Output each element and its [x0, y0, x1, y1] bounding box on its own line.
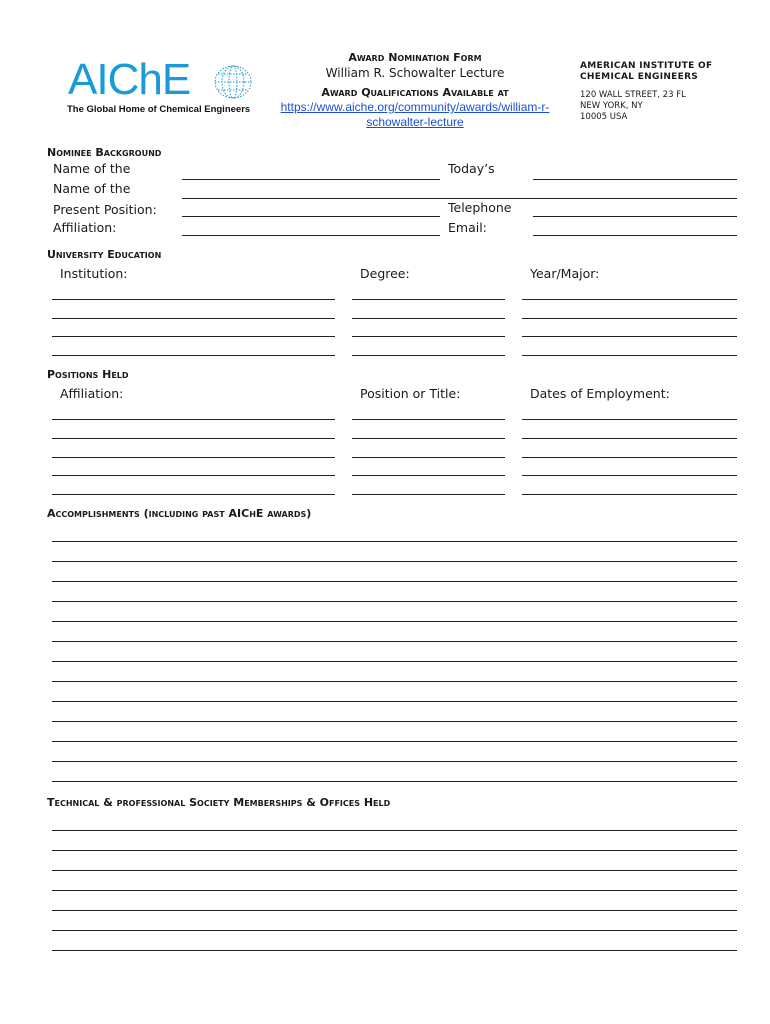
award-link[interactable] [270, 100, 560, 130]
nominee-name-field[interactable] [182, 179, 440, 180]
dates-employment-field[interactable] [522, 475, 737, 476]
addr-line1: 120 WALL STREET, 23 FL [580, 90, 686, 100]
position-title-field[interactable] [352, 438, 505, 439]
year-major-field[interactable] [522, 299, 737, 300]
dates-employment-label: Dates of Employment: [530, 386, 670, 401]
dates-employment-field[interactable] [522, 457, 737, 458]
year-major-field[interactable] [522, 355, 737, 356]
globe-logo-icon [213, 64, 253, 100]
present-position-field[interactable] [182, 216, 440, 217]
memberships-line[interactable] [52, 890, 737, 891]
qualifications-label: Award Qualifications Available at [321, 86, 509, 99]
degree-field[interactable] [352, 336, 505, 337]
award-link-line1: https://www.aiche.org/community/awards/william-r- [280, 100, 550, 114]
education-heading: University Education [47, 248, 162, 261]
degree-field[interactable] [352, 318, 505, 319]
accomplishments-line[interactable] [52, 561, 737, 562]
accomplishments-line[interactable] [52, 581, 737, 582]
dates-employment-field[interactable] [522, 494, 737, 495]
accomplishments-line[interactable] [52, 641, 737, 642]
accomplishments-line[interactable] [52, 761, 737, 762]
positions-affiliation-field[interactable] [52, 494, 335, 495]
institution-field[interactable] [52, 299, 335, 300]
award-link-line2: schowalter-lecture [366, 115, 464, 129]
accomplishments-line[interactable] [52, 661, 737, 662]
accomplishments-line[interactable] [52, 601, 737, 602]
accomplishments-heading: Accomplishments (including past AIChE awards) [47, 507, 312, 520]
dates-employment-field[interactable] [522, 438, 737, 439]
year-major-field[interactable] [522, 336, 737, 337]
position-title-field[interactable] [352, 494, 505, 495]
accomplishments-line[interactable] [52, 621, 737, 622]
aiche-logo-text: AIChE [68, 55, 191, 104]
accomplishments-line[interactable] [52, 701, 737, 702]
dates-employment-field[interactable] [522, 419, 737, 420]
degree-field[interactable] [352, 299, 505, 300]
degree-field[interactable] [352, 355, 505, 356]
positions-heading: Positions Held [47, 368, 129, 381]
memberships-line[interactable] [52, 830, 737, 831]
nominator-name-field[interactable] [182, 198, 737, 199]
memberships-line[interactable] [52, 950, 737, 951]
org-name [580, 61, 730, 83]
institution-field[interactable] [52, 355, 335, 356]
position-title-field[interactable] [352, 457, 505, 458]
memberships-line[interactable] [52, 930, 737, 931]
institution-field[interactable] [52, 318, 335, 319]
year-major-label: Year/Major: [530, 266, 600, 281]
form-title: Award Nomination Form [348, 51, 482, 64]
todays-date-label: Today’s [448, 161, 495, 176]
degree-label: Degree: [360, 266, 410, 281]
addr-line2: NEW YORK, NY [580, 101, 643, 111]
accomplishments-line[interactable] [52, 721, 737, 722]
institution-field[interactable] [52, 336, 335, 337]
lecture-name: William R. Schowalter Lecture [325, 66, 505, 80]
accomplishments-line[interactable] [52, 781, 737, 782]
org-name-line1: AMERICAN INSTITUTE OF [580, 61, 713, 71]
position-title-label: Position or Title: [360, 386, 461, 401]
memberships-line[interactable] [52, 910, 737, 911]
nominee-heading: Nominee Background [47, 146, 162, 159]
positions-affiliation-label: Affiliation: [60, 386, 124, 401]
institution-label: Institution: [60, 266, 128, 281]
position-title-field[interactable] [352, 419, 505, 420]
memberships-line[interactable] [52, 850, 737, 851]
accomplishments-line[interactable] [52, 741, 737, 742]
telephone-field[interactable] [533, 216, 737, 217]
memberships-heading: Technical & professional Society Memberships & Offices Held [47, 796, 391, 809]
memberships-line[interactable] [52, 870, 737, 871]
org-address [580, 90, 720, 123]
accomplishments-line[interactable] [52, 541, 737, 542]
email-field[interactable] [533, 235, 737, 236]
telephone-label: Telephone [448, 200, 512, 215]
org-name-line2: CHEMICAL ENGINEERS [580, 72, 699, 82]
positions-affiliation-field[interactable] [52, 475, 335, 476]
accomplishments-line[interactable] [52, 681, 737, 682]
addr-line3: 10005 USA [580, 112, 628, 122]
affiliation-field[interactable] [182, 235, 440, 236]
positions-affiliation-field[interactable] [52, 457, 335, 458]
positions-affiliation-field[interactable] [52, 419, 335, 420]
logo-tagline: The Global Home of Chemical Engineers [67, 104, 251, 115]
present-position-label: Present Position: [53, 202, 157, 217]
position-title-field[interactable] [352, 475, 505, 476]
name-label-2: Name of the [53, 181, 131, 196]
todays-date-field[interactable] [533, 179, 737, 180]
affiliation-label: Affiliation: [53, 220, 117, 235]
name-label-1: Name of the [53, 161, 131, 176]
year-major-field[interactable] [522, 318, 737, 319]
email-label: Email: [448, 220, 487, 235]
positions-affiliation-field[interactable] [52, 438, 335, 439]
